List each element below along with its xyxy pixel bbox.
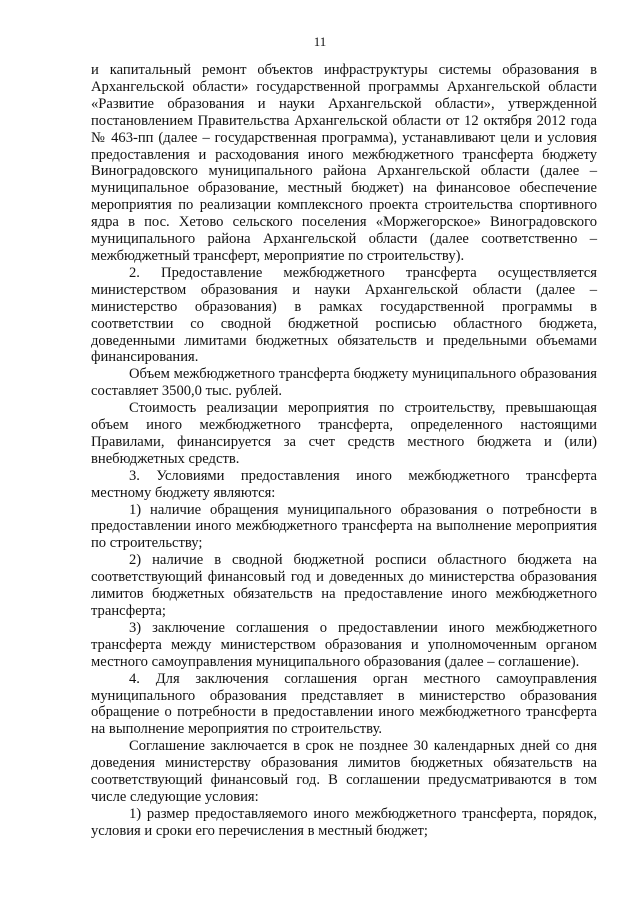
document-body: [91, 62, 597, 840]
paragraph-cost-excess: Стоимость реализации мероприятия по строительству, превышающая объем иного межбюджетного трансферта, определенного настоящими Правилами, финансируется за счет средств местного бюджета и (или) внебюджетных средств.: [91, 400, 597, 467]
paragraph-clause-4: 4. Для заключения соглашения орган местного самоуправления муниципального образования представляет в министерство образования обращение о потребности в предоставлении иного межбюджетного трансферта на выполнение мероприятия по строительству.: [91, 670, 597, 738]
paragraph-condition-3: 3) заключение соглашения о предоставлении иного межбюджетного трансферта между министерством образования и уполномоченным органом местного самоуправления муниципального образования (далее – соглашение).: [91, 619, 597, 670]
paragraph-clause-2: 2. Предоставление межбюджетного трансферта осуществляется министерством образования и науки Архангельской области (далее – министерство образования) в рамках государственной программы в соответствии со сводной бюджетной росписью областного бюджета, доведенными лимитами бюджетных обязательств и предельными объемами финансирования.: [91, 264, 597, 366]
paragraph-agreement-term: Соглашение заключается в срок не позднее 30 календарных дней со дня доведения министерству образования лимитов бюджетных обязательств на соответствующий финансовый год. В соглашении предусматриваются в том числе следующие условия:: [91, 738, 597, 805]
paragraph-transfer-volume: Объем межбюджетного трансферта бюджету муниципального образования составляет 3500,0 тыс. рублей.: [91, 366, 597, 400]
paragraph-condition-1: 1) наличие обращения муниципального образования о потребности в предоставлении иного межбюджетного трансферта на выполнение мероприятия по строительству;: [91, 501, 597, 552]
page-number: 11: [313, 34, 327, 49]
paragraph-intro-continuation: и капитальный ремонт объектов инфраструктуры системы образования в Архангельской области» государственной программы Архангельской области «Развитие образования и науки Архангельской области», утвержденной постановлением Правительства Архангельской области от 12 октября 2012 года № 463-пп (далее – государственная программа), устанавливают цели и условия предоставления и расходования иного межбюджетного трансферта бюджету Виноградовского муниципального района Архангельской области (далее – муниципальное образование, местный бюджет) на финансовое обеспечение мероприятия по реализации комплексного проекта строительства спортивного ядра в пос. Хетово сельского поселения «Моржегорское» Виноградовского муниципального района Архангельской области (далее соответственно – межбюджетный трансферт, мероприятие по строительству).: [91, 62, 597, 264]
paragraph-condition-2: 2) наличие в сводной бюджетной росписи областного бюджета на соответствующий финансовый год и доведенных до министерства образования лимитов бюджетных обязательств на предоставление иного межбюджетного трансферта;: [91, 552, 597, 619]
paragraph-clause-3: 3. Условиями предоставления иного межбюджетного трансферта местному бюджету являются:: [91, 467, 597, 501]
paragraph-agreement-condition-1: 1) размер предоставляемого иного межбюджетного трансферта, порядок, условия и сроки его перечисления в местный бюджет;: [91, 805, 597, 839]
